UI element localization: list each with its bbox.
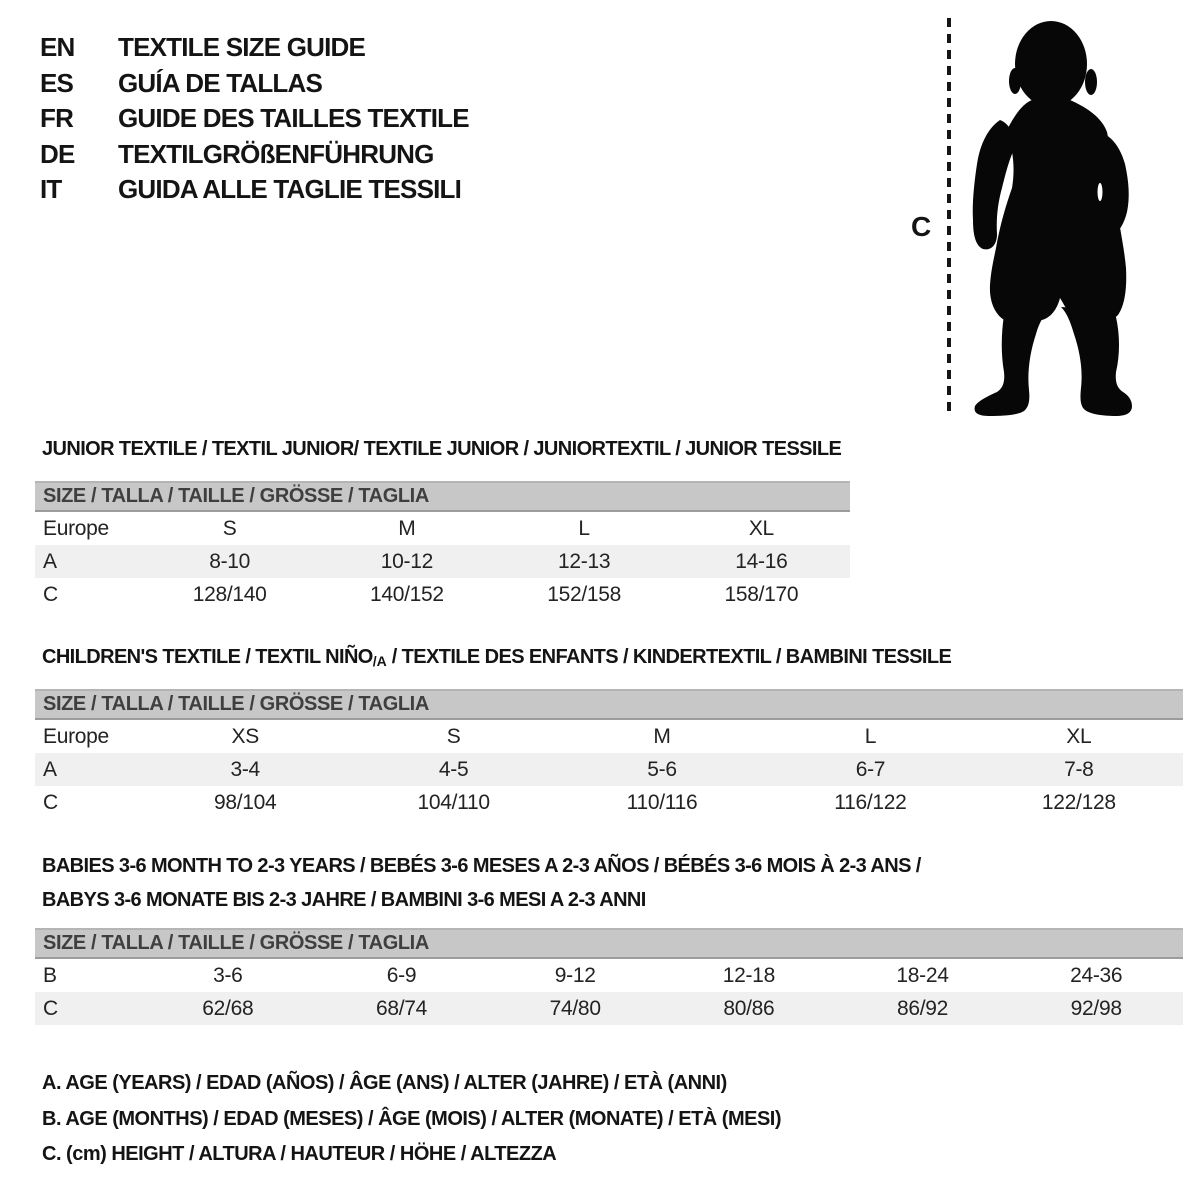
language-row-it [40, 172, 469, 208]
children-title-sub: /A [372, 653, 387, 669]
legend-age-months: B. AGE (MONTHS) / EDAD (MESES) / ÂGE (MOIS) / ALTER (MONATE) / ETÀ (MESI) [42, 1107, 782, 1130]
guide-title-fr: GUIDE DES TAILLES TEXTILE [118, 103, 469, 134]
value-cell: 6-9 [386, 963, 417, 987]
size-cell: XL [748, 516, 774, 540]
row-label: C [43, 790, 58, 814]
value-cell: 74/80 [549, 996, 601, 1020]
table-row-europe [35, 512, 850, 545]
value-cell: 86/92 [896, 996, 949, 1020]
size-cell: XS [231, 724, 259, 748]
size-header-bar: SIZE / TALLA / TAILLE / GRÖSSE / TAGLIA [35, 481, 850, 512]
size-cell: L [864, 724, 877, 748]
language-row-de [40, 137, 469, 173]
babies-title-line1: BABIES 3-6 MONTH TO 2-3 YEARS / BEBÉS 3-6 MESES A 2-3 AÑOS / BÉBÉS 3-6 MOIS À 2-3 ANS / [42, 855, 921, 877]
row-label: C [43, 996, 58, 1020]
value-cell: 116/122 [834, 790, 907, 814]
language-row-en [40, 30, 469, 66]
children-title-part: / TEXTILE DES ENFANTS / KINDERTEXTIL / BAMBINI TESSILE [386, 646, 952, 668]
value-cell: 18-24 [896, 963, 949, 987]
row-label: Europe [43, 516, 109, 540]
value-cell: 152/158 [547, 582, 622, 606]
row-label: Europe [43, 724, 109, 748]
table-row-age [35, 753, 1183, 786]
value-cell: 5-6 [647, 757, 677, 781]
junior-size-table [35, 481, 850, 611]
language-code: DE [40, 138, 75, 169]
legend-age-years: A. AGE (YEARS) / EDAD (AÑOS) / ÂGE (ANS) / ALTER (JAHRE) / ETÀ (ANNI) [42, 1072, 727, 1094]
value-cell: 9-12 [554, 963, 596, 987]
height-measure-dashed-line [947, 18, 951, 418]
table-row-age [35, 545, 850, 578]
table-row-months [35, 959, 1183, 992]
value-cell: 92/98 [1070, 996, 1122, 1020]
language-code: IT [40, 174, 62, 205]
size-cell: L [578, 516, 590, 540]
size-header-bar: SIZE / TALLA / TAILLE / GRÖSSE / TAGLIA [35, 928, 1183, 959]
value-cell: 7-8 [1064, 757, 1094, 781]
value-cell: 98/104 [213, 790, 277, 814]
row-label: A [43, 549, 57, 573]
babies-section-title [42, 849, 921, 917]
value-cell: 12-18 [722, 963, 775, 987]
value-cell: 24-36 [1070, 963, 1123, 987]
junior-section-title: JUNIOR TEXTILE / TEXTIL JUNIOR/ TEXTILE JUNIOR / JUNIORTEXTIL / JUNIOR TESSILE [42, 438, 842, 460]
value-cell: 68/74 [375, 996, 428, 1020]
size-cell: XL [1066, 724, 1092, 748]
value-cell: 3-4 [230, 757, 260, 781]
language-title-list [40, 30, 469, 208]
value-cell: 140/152 [369, 582, 444, 606]
value-cell: 122/128 [1041, 790, 1116, 814]
guide-title-it: GUIDA ALLE TAGLIE TESSILI [118, 174, 462, 205]
language-code: ES [40, 67, 74, 98]
value-cell: 80/86 [723, 996, 775, 1020]
children-title-part: CHILDREN'S TEXTILE / TEXTIL NIÑO [42, 646, 373, 668]
value-cell: 8-10 [209, 549, 251, 573]
language-code: FR [40, 103, 74, 134]
language-row-fr [40, 101, 469, 137]
children-size-table [35, 689, 1183, 819]
value-cell: 158/170 [724, 582, 799, 606]
value-cell: 128/140 [192, 582, 267, 606]
row-label: B [43, 963, 57, 987]
value-cell: 14-16 [735, 549, 788, 573]
size-cell: M [398, 516, 416, 540]
guide-title-en: TEXTILE SIZE GUIDE [118, 32, 366, 63]
value-cell: 6-7 [855, 757, 886, 781]
table-row-europe [35, 720, 1183, 753]
value-cell: 4-5 [438, 757, 469, 781]
guide-title-de: TEXTILGRÖßENFÜHRUNG [118, 138, 434, 169]
size-header-bar: SIZE / TALLA / TAILLE / GRÖSSE / TAGLIA [35, 689, 1183, 720]
babies-size-table [35, 928, 1183, 1025]
value-cell: 110/116 [626, 790, 698, 814]
value-cell: 62/68 [202, 996, 254, 1020]
legend-height-cm: C. (cm) HEIGHT / ALTURA / HAUTEUR / HÖHE / ALTEZZA [42, 1143, 557, 1165]
toddler-silhouette [970, 20, 1135, 418]
measurement-legend [42, 1066, 781, 1173]
children-section-title [42, 645, 951, 670]
table-row-height [35, 786, 1183, 819]
table-row-height [35, 578, 850, 611]
babies-title-line2: BABYS 3-6 MONATE BIS 2-3 JAHRE / BAMBINI 3-6 MESI A 2-3 ANNI [42, 889, 646, 911]
guide-title-es: GUÍA DE TALLAS [118, 67, 323, 98]
value-cell: 12-13 [558, 549, 611, 573]
value-cell: 10-12 [380, 549, 433, 573]
language-code: EN [40, 32, 75, 63]
value-cell: 3-6 [213, 963, 243, 987]
language-row-es [40, 66, 469, 102]
height-measure-label: C [911, 211, 932, 242]
row-label: C [43, 582, 58, 606]
size-cell: M [653, 724, 671, 748]
size-cell: S [222, 516, 237, 540]
row-label: A [43, 757, 57, 781]
size-cell: S [446, 724, 461, 748]
table-row-height [35, 992, 1183, 1025]
value-cell: 104/110 [417, 790, 490, 814]
